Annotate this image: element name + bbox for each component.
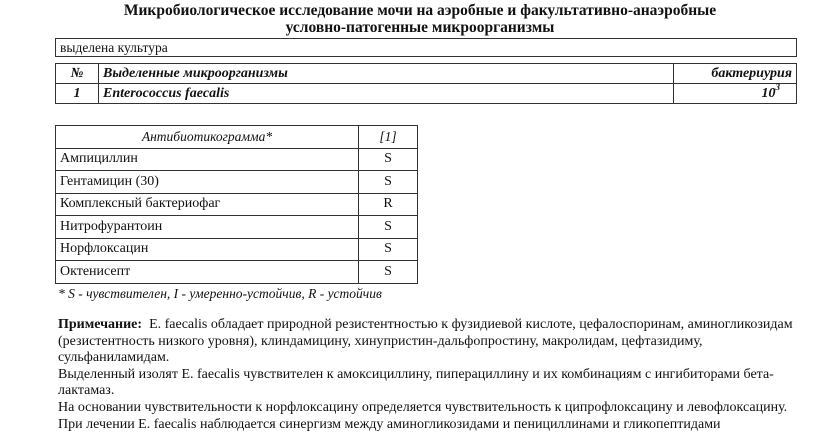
drug-name: Октенисепт	[56, 261, 359, 284]
title-line-2: условно-патогенные микроорганизмы	[285, 19, 555, 36]
culture-table	[55, 38, 797, 57]
organisms-header-row	[56, 64, 797, 84]
drug-name: Гентамицин (30)	[56, 171, 359, 194]
note-paragraph-1	[58, 317, 810, 367]
antibiogram-column-1: [1]	[359, 126, 418, 149]
organism-num: 1	[56, 84, 99, 104]
drug-result: S	[359, 261, 418, 284]
drug-result: R	[359, 193, 418, 216]
antibiogram-legend: * S - чувствителен, I - умеренно-устойчив, R - устойчив	[58, 286, 382, 301]
notes-label: Примечание:	[58, 317, 143, 332]
notes-section	[58, 317, 810, 433]
drug-name: Норфлоксацин	[56, 238, 359, 261]
note-paragraph-4: При лечении E. faecalis наблюдается синергизм между аминогликозидами и пенициллинами и гликопептидами	[58, 416, 721, 432]
note-text-1: E. faecalis обладает природной резистентностью к фузидиевой кислоте, цефалоспоринам, аминогликозидам (резистентность низкого уровня), клиндамицину, хинупристин-дальфопростину, макролидам, цефтазидиму, сульфаниламидам.	[58, 317, 793, 366]
bacteriuria-base: 10	[761, 85, 776, 101]
drug-name: Ампициллин	[56, 148, 359, 171]
drug-result: S	[359, 238, 418, 261]
culture-row	[56, 39, 797, 57]
drug-name: Нитрофурантоин	[56, 216, 359, 239]
antibiogram-row	[56, 261, 418, 284]
drug-result: S	[359, 148, 418, 171]
title-line-1: Микробиологическое исследование мочи на аэробные и факультативно-анаэробные	[123, 2, 717, 19]
bacteriuria-exponent: 3	[775, 81, 780, 92]
drug-result: S	[359, 171, 418, 194]
report-title	[0, 2, 840, 36]
culture-label: выделена культура	[56, 39, 797, 57]
antibiogram-row	[56, 148, 418, 171]
antibiogram-row	[56, 238, 418, 261]
note-paragraph-3: На основании чувствительности к норфлоксацину определяется чувствительность к ципрофлоксацину и левофлоксацину.	[58, 399, 788, 415]
organisms-table	[55, 63, 797, 104]
drug-result: S	[359, 216, 418, 239]
organism-name: Enterococcus faecalis	[99, 84, 674, 104]
organisms-header-name: Выделенные микроорганизмы	[99, 64, 674, 84]
antibiogram-row	[56, 216, 418, 239]
organisms-header-num: №	[56, 64, 99, 84]
antibiogram-header: Антибиотикограмма*	[56, 126, 359, 149]
antibiogram-row	[56, 193, 418, 216]
antibiogram-header-row	[56, 126, 418, 149]
note-paragraph-2: Выделенный изолят E. faecalis чувствителен к амоксициллину, пиперациллину и их комбинациям с ингибиторами бета-лактамаз.	[58, 366, 774, 399]
antibiogram-table	[55, 125, 418, 284]
organisms-header-bacteriuria: бактериурия	[674, 64, 797, 84]
antibiogram-row	[56, 171, 418, 194]
organism-row	[56, 84, 797, 104]
drug-name: Комплексный бактериофаг	[56, 193, 359, 216]
organism-bacteriuria	[674, 81, 797, 104]
